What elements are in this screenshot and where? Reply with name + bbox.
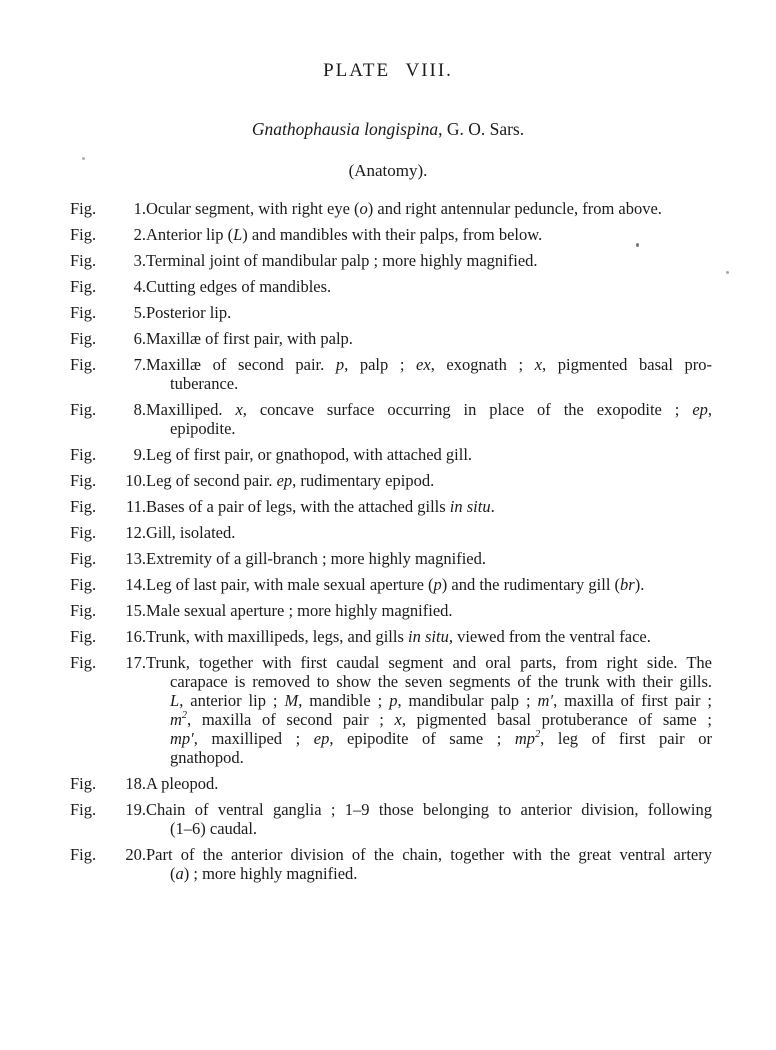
figure-description	[146, 653, 712, 767]
figure-number: 11.	[125, 497, 146, 516]
figure-word: Fig.	[70, 251, 97, 270]
figure-number: 7.	[133, 355, 146, 374]
figure-number: 8.	[133, 400, 146, 419]
figure-description	[146, 471, 712, 490]
figure-entry	[70, 845, 712, 883]
figure-line: Terminal joint of mandibular palp ; more highly magnified.	[146, 251, 538, 270]
figure-word: Fig.	[70, 575, 97, 594]
figure-line: (a) ; more highly magnified.	[170, 864, 358, 883]
figure-label	[70, 523, 146, 542]
figure-word: Fig.	[70, 627, 97, 646]
figure-word: Fig.	[70, 800, 97, 819]
figure-word: Fig.	[70, 497, 97, 516]
figure-word: Fig.	[70, 199, 97, 218]
figure-entry	[70, 251, 712, 270]
figure-word: Fig.	[70, 355, 97, 374]
figure-label	[70, 225, 146, 244]
figure-label	[70, 497, 146, 516]
figure-entry	[70, 523, 712, 542]
figure-line: gnathopod.	[170, 748, 244, 767]
plate-subtitle: (Anatomy).	[348, 161, 428, 180]
figure-entry	[70, 471, 712, 490]
figure-word: Fig.	[70, 225, 97, 244]
figure-entry	[70, 800, 712, 838]
figure-word: Fig.	[70, 845, 97, 864]
figure-line: A pleopod.	[146, 774, 219, 793]
figure-description	[146, 549, 712, 568]
figure-line: Posterior lip.	[146, 303, 232, 322]
figure-entry	[70, 355, 712, 393]
figure-word: Fig.	[70, 400, 97, 419]
figure-description	[146, 523, 712, 542]
figure-number: 18.	[125, 774, 146, 793]
figure-number: 6.	[133, 329, 146, 348]
figure-word: Fig.	[70, 445, 97, 464]
figure-number: 4.	[133, 277, 146, 296]
figure-number: 2.	[133, 225, 146, 244]
figure-description	[146, 627, 712, 646]
figure-entry	[70, 303, 712, 322]
figure-line: L, anterior lip ; M, mandible ; p, mandibular palp ; m′, maxilla of first pair ;	[170, 691, 713, 710]
figure-number: 20.	[125, 845, 146, 864]
figure-description	[146, 355, 712, 393]
figure-description	[146, 251, 712, 270]
figure-word: Fig.	[70, 774, 97, 793]
figure-label	[70, 627, 146, 646]
figure-number: 14.	[125, 575, 146, 594]
figure-label	[70, 329, 146, 348]
figure-description	[146, 277, 712, 296]
figure-line: Ocular segment, with right eye (o) and right antennular peduncle, from above.	[146, 199, 662, 218]
figure-line: Leg of first pair, or gnathopod, with attached gill.	[146, 445, 473, 464]
figure-line: Trunk, with maxillipeds, legs, and gills in situ, viewed from the ventral face.	[146, 627, 651, 646]
figure-line: Maxillæ of first pair, with palp.	[146, 329, 353, 348]
figure-line: Chain of ventral ganglia ; 1–9 those belonging to anterior division, following	[146, 800, 712, 819]
figure-number: 12.	[125, 523, 146, 542]
figure-word: Fig.	[70, 277, 97, 296]
figure-word: Fig.	[70, 303, 97, 322]
figure-description	[146, 303, 712, 322]
figure-label	[70, 800, 146, 838]
figure-label	[70, 303, 146, 322]
species-author: , G. O. Sars.	[438, 119, 525, 139]
figure-line: Gill, isolated.	[146, 523, 236, 542]
figure-word: Fig.	[70, 523, 97, 542]
species-name: Gnathophausia longispina	[251, 119, 439, 139]
figure-list	[70, 199, 712, 883]
figure-entry	[70, 601, 712, 620]
figure-label	[70, 445, 146, 464]
figure-label	[70, 471, 146, 490]
figure-word: Fig.	[70, 653, 97, 672]
figure-number: 5.	[133, 303, 146, 322]
figure-description	[146, 800, 712, 838]
figure-line: Anterior lip (L) and mandibles with their palps, from below.	[146, 225, 543, 244]
figure-entry	[70, 549, 712, 568]
figure-line: Cutting edges of mandibles.	[146, 277, 332, 296]
scan-speck	[636, 243, 639, 247]
figure-entry	[70, 627, 712, 646]
figure-label	[70, 277, 146, 296]
figure-entry	[70, 445, 712, 464]
figure-number: 9.	[133, 445, 146, 464]
figure-description	[146, 445, 712, 464]
figure-label	[70, 601, 146, 620]
figure-number: 16.	[125, 627, 146, 646]
figure-description	[146, 329, 712, 348]
figure-description	[146, 400, 712, 438]
figure-entry	[70, 277, 712, 296]
figure-description	[146, 497, 712, 516]
figure-line: Leg of second pair. ep, rudimentary epipod.	[146, 471, 435, 490]
figure-label	[70, 199, 146, 218]
figure-label	[70, 575, 146, 594]
figure-line: Extremity of a gill-branch ; more highly magnified.	[146, 549, 486, 568]
figure-number: 15.	[125, 601, 146, 620]
figure-description	[146, 575, 712, 594]
figure-line: $m^2$, maxilla of second pair ; x, pigmented basal protuberance of same ;	[170, 710, 712, 729]
scan-speck	[82, 157, 85, 160]
figure-label	[70, 251, 146, 270]
figure-line: Part of the anterior division of the chain, together with the great ventral artery	[146, 845, 712, 864]
figure-label	[70, 845, 146, 883]
scan-speck	[726, 271, 729, 274]
figure-line: Bases of a pair of legs, with the attached gills in situ.	[146, 497, 495, 516]
figure-description	[146, 225, 712, 244]
figure-line: carapace is removed to show the seven segments of the trunk with their gills.	[170, 672, 712, 691]
figure-line: (1–6) caudal.	[170, 819, 258, 838]
figure-entry	[70, 199, 712, 218]
figure-line: Leg of last pair, with male sexual aperture (p) and the rudimentary gill (br).	[146, 575, 645, 594]
figure-entry	[70, 774, 712, 793]
figure-label	[70, 355, 146, 393]
figure-word: Fig.	[70, 329, 97, 348]
figure-line: Male sexual aperture ; more highly magnified.	[146, 601, 453, 620]
figure-line: Trunk, together with first caudal segment and oral parts, from right side. The	[146, 653, 712, 672]
figure-line: Maxilliped. x, concave surface occurring in place of the exopodite ; ep,	[146, 400, 713, 419]
figure-description	[146, 845, 712, 883]
figure-entry	[70, 497, 712, 516]
figure-entry	[70, 653, 712, 767]
figure-entry	[70, 575, 712, 594]
plate-title: PLATE VIII.	[323, 60, 453, 81]
figure-number: 17.	[125, 653, 146, 672]
figure-line: epipodite.	[170, 419, 236, 438]
figure-word: Fig.	[70, 549, 97, 568]
figure-line: Maxillæ of second pair. p, palp ; ex, exognath ; x, pigmented basal pro-	[146, 355, 712, 374]
figure-entry	[70, 329, 712, 348]
figure-label	[70, 774, 146, 793]
figure-number: 13.	[125, 549, 146, 568]
figure-entry	[70, 225, 712, 244]
figure-number: 10.	[125, 471, 146, 490]
figure-description	[146, 199, 712, 218]
figure-word: Fig.	[70, 471, 97, 490]
figure-label	[70, 400, 146, 438]
figure-description	[146, 774, 712, 793]
figure-label	[70, 653, 146, 767]
figure-number: 3.	[133, 251, 146, 270]
figure-line: tuberance.	[170, 374, 239, 393]
figure-word: Fig.	[70, 601, 97, 620]
figure-description	[146, 601, 712, 620]
figure-line: mp′, maxilliped ; ep, epipodite of same ; $mp^2$, leg of first pair or	[170, 729, 712, 748]
figure-label	[70, 549, 146, 568]
figure-entry	[70, 400, 712, 438]
figure-number: 1.	[133, 199, 146, 218]
species-line	[0, 118, 776, 140]
figure-number: 19.	[125, 800, 146, 819]
